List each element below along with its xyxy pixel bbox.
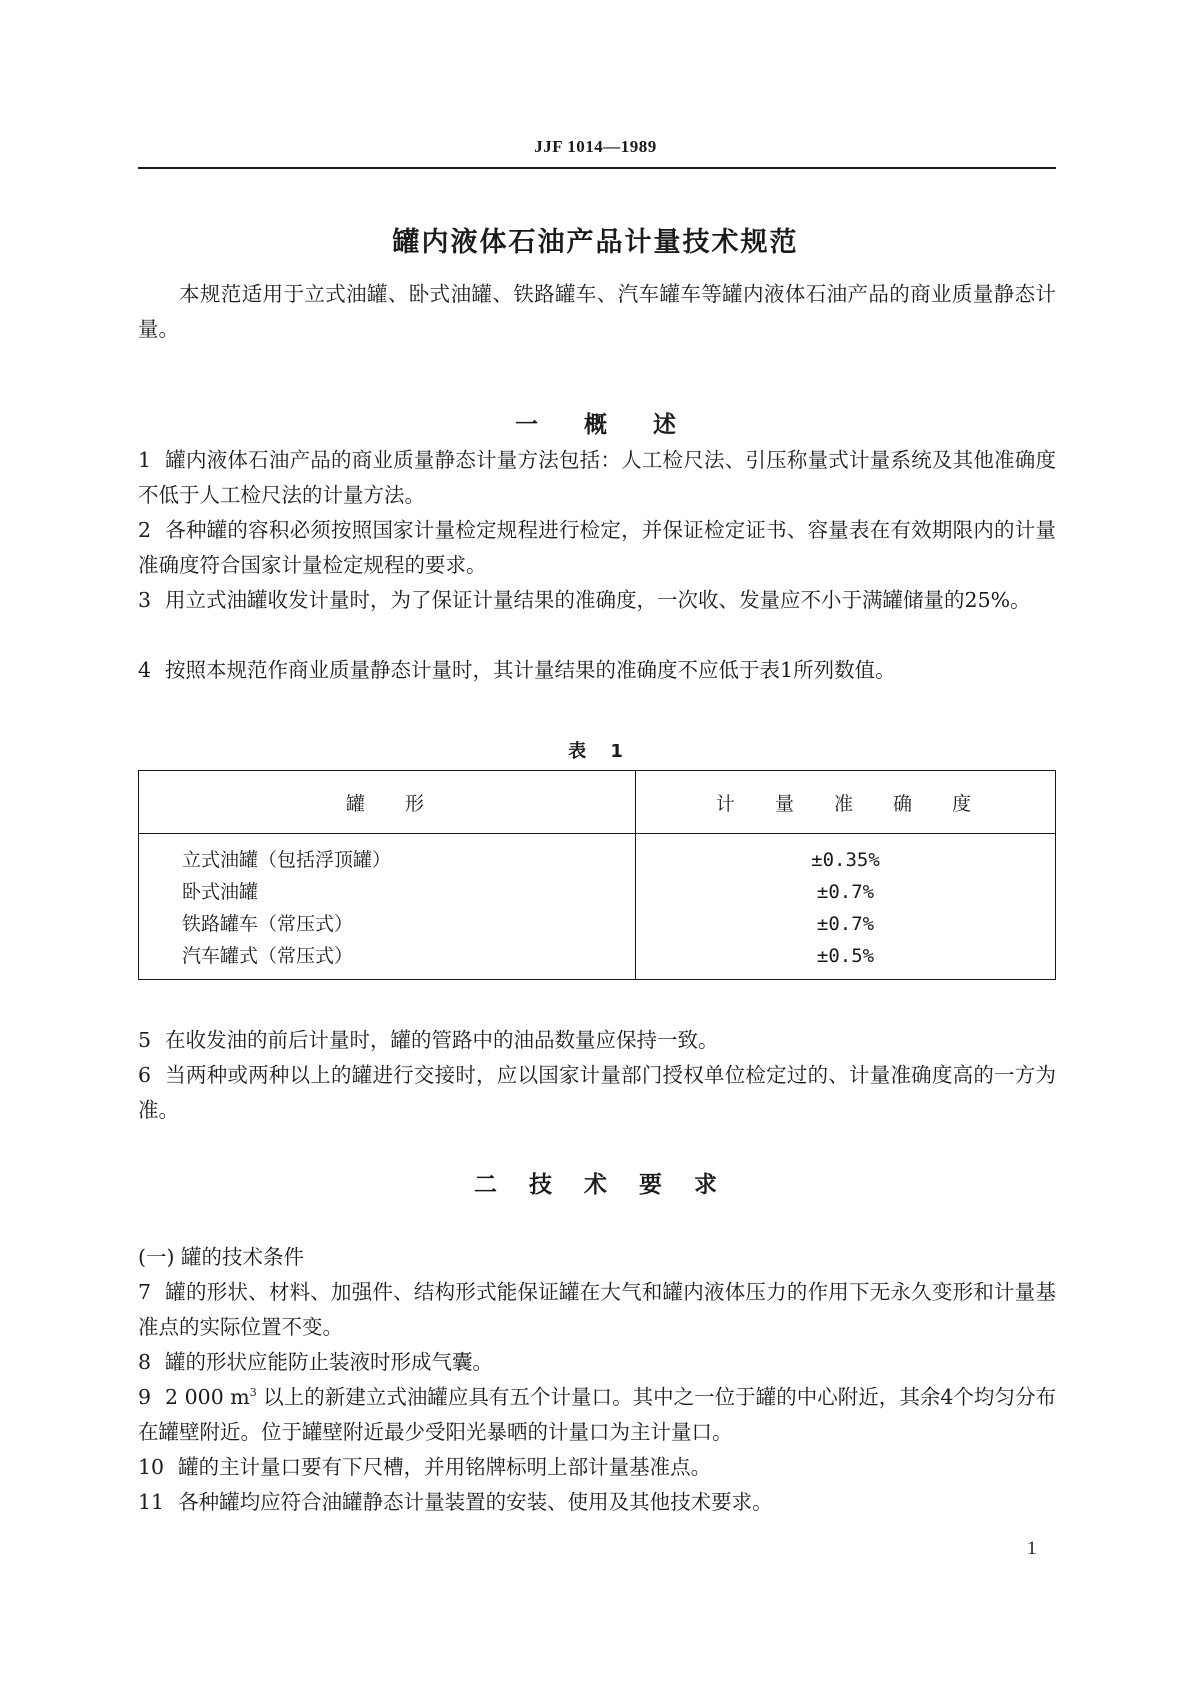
clause-number: 10 [138,1455,165,1479]
clause-number: 3 [138,588,152,612]
clause-4 [138,653,1056,688]
clause-text: 各种罐均应符合油罐静态计量装置的安装、使用及其他技术要求。 [178,1490,773,1514]
clause-number: 1 [138,448,152,472]
table-row-accuracy: ±0.7% [816,881,875,903]
clause-5 [138,1023,1056,1058]
clause-text: 罐的主计量口要有下尺槽，并用铭牌标明上部计量基准点。 [178,1455,712,1479]
clause-10 [138,1450,1056,1485]
clause-9 [138,1380,1056,1450]
clause-2 [138,513,1056,583]
document-title: 罐内液体石油产品计量技术规范 [392,227,799,258]
clause-text: 罐的形状应能防止装液时形成气囊。 [165,1350,494,1374]
table-row-tank-type: 汽车罐式（常压式） [182,945,354,967]
section-heading-technical-requirements: 二 技 术 要 求 [473,1172,718,1198]
clause-text: 罐内液体石油产品的商业质量静态计量方法包括：人工检尺法、引压称量式计量系统及其他准确度不低于人工检尺法的计量方法。 [138,448,1056,507]
table-header-tank-type: 罐 形 [139,771,636,834]
clause-6 [138,1058,1056,1128]
clause-1 [138,443,1056,513]
clause-3 [138,583,1056,618]
clause-7 [138,1275,1056,1345]
header-rule [138,167,1056,169]
subsection-heading: (一) 罐的技术条件 [138,1245,305,1269]
clause-number: 9 [138,1385,152,1409]
table-row-tank-type: 铁路罐车（常压式） [182,913,354,935]
clause-8 [138,1345,1056,1380]
intro-paragraph: 本规范适用于立式油罐、卧式油罐、铁路罐车、汽车罐车等罐内液体石油产品的商业质量静态计量。 [138,282,1056,341]
table-caption: 表 1 [568,741,623,762]
table-row-accuracy: ±0.5% [816,945,875,967]
clause-text: 各种罐的容积必须按照国家计量检定规程进行检定，并保证检定证书、容量表在有效期限内的计量准确度符合国家计量检定规程的要求。 [138,518,1056,577]
clause-text: 当两种或两种以上的罐进行交接时，应以国家计量部门授权单位检定过的、计量准确度高的一方为准。 [138,1063,1056,1122]
clause-text: 按照本规范作商业质量静态计量时，其计量结果的准确度不应低于表1所列数值。 [165,658,896,682]
clause-text: 罐的形状、材料、加强件、结构形式能保证罐在大气和罐内液体压力的作用下无永久变形和计量基准点的实际位置不变。 [138,1280,1056,1339]
table-row-tank-type: 立式油罐（包括浮顶罐） [182,849,392,871]
clause-text: 用立式油罐收发计量时，为了保证计量结果的准确度，一次收、发量应不小于满罐储量的25%。 [165,588,1031,612]
clause-text: 以上的新建立式油罐应具有五个计量口。其中之一位于罐的中心附近，其余4个均匀分布在罐壁附近。位于罐壁附近最少受阳光暴晒的计量口为主计量口。 [138,1385,1056,1444]
standard-code: JJF 1014—1989 [534,137,657,156]
accuracy-cell [636,834,1056,980]
table-row-accuracy: ±0.35% [811,849,880,871]
superscript-3: 3 [249,1386,257,1400]
tank-type-cell [139,834,636,980]
clause-number: 6 [138,1063,152,1087]
clause-number: 7 [138,1280,152,1304]
clause-11 [138,1485,1056,1520]
page-number: 1 [1027,1538,1037,1559]
clause-number: 8 [138,1350,152,1374]
table-header-accuracy: 计 量 准 确 度 [636,771,1056,834]
clause-number: 2 [138,518,152,542]
section-heading-overview: 一 概 述 [514,412,676,438]
clause-text: 在收发油的前后计量时，罐的管路中的油品数量应保持一致。 [165,1028,719,1052]
clause-volume: 2 000 m [165,1385,250,1409]
table-row-tank-type: 卧式油罐 [182,881,259,903]
table-row-accuracy: ±0.7% [816,913,875,935]
clause-number: 5 [138,1028,152,1052]
clause-number: 4 [138,658,152,682]
accuracy-table [138,770,1056,980]
clause-number: 11 [138,1490,165,1514]
